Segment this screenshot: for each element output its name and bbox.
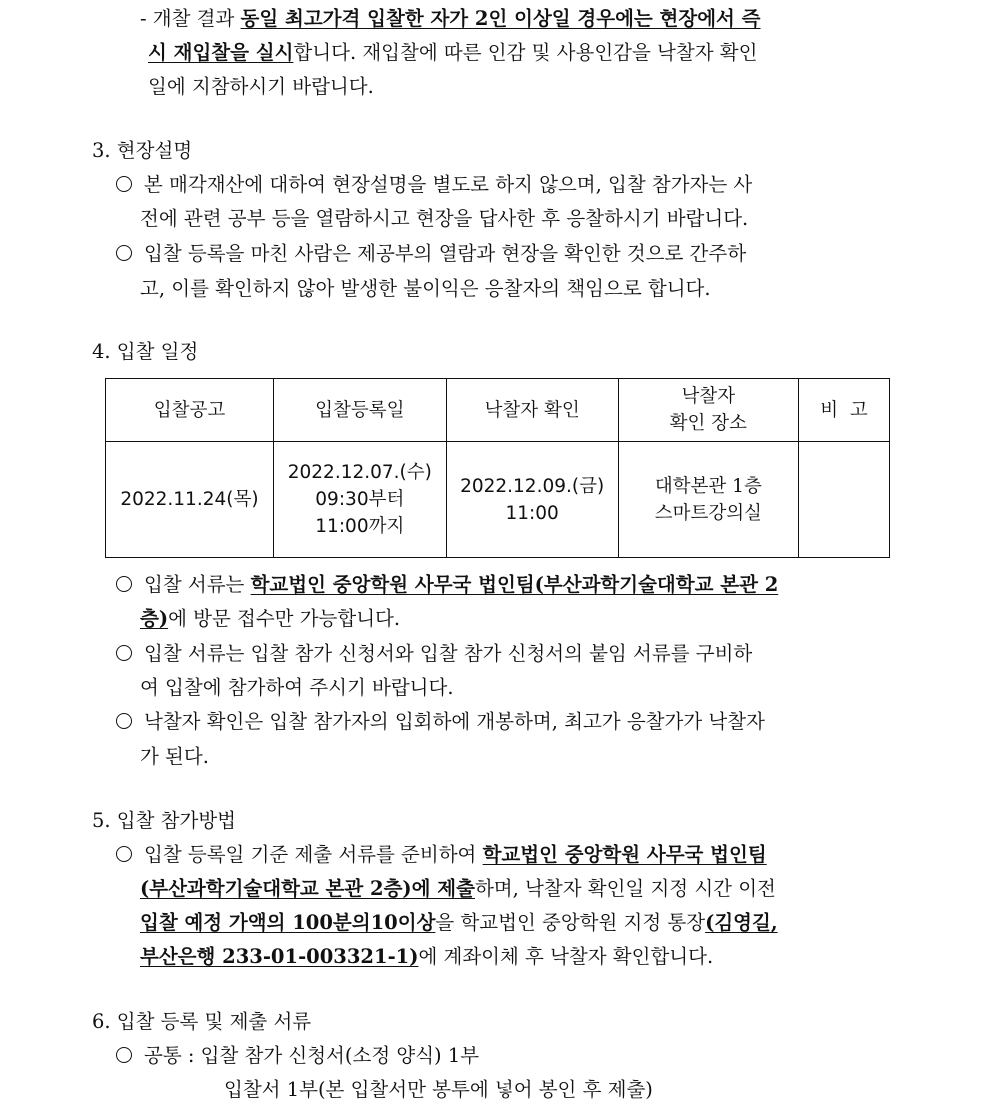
circle-bullet-icon: [116, 245, 132, 261]
sec4-bullet-1-line-2: 층)에 방문 접수만 가능합니다.: [140, 607, 401, 630]
intro-line-2: [148, 39, 757, 67]
sec4-bullet-2-line-2: 여 입찰에 참가하여 주시기 바랍니다.: [140, 676, 454, 699]
section-6-title: 6. 입찰 등록 및 제출 서류: [92, 1010, 312, 1033]
header-line: 확인 장소: [669, 413, 748, 434]
sec5-line-4: 부산은행 233-01-003321-1)에 계좌이체 후 낙찰자 확인합니다.: [140, 945, 714, 968]
sec6-line-1: 공통 : 입찰 참가 신청서(소정 양식) 1부: [116, 1042, 479, 1070]
confirm-date-cell: 2022.12.09.(금) 11:00: [446, 442, 618, 558]
confirm-place-cell: 대학본관 1층 스마트강의실: [618, 442, 799, 558]
schedule-table: [105, 378, 890, 558]
note-cell: [799, 442, 890, 558]
announce-date-cell: 2022.11.24(목): [106, 442, 274, 558]
circle-bullet-icon: [116, 176, 132, 192]
registration-date-cell: 2022.12.07.(수) 09:30부터 11:00까지: [273, 442, 446, 558]
sec3-bullet-2-line-1: 입찰 등록을 마친 사람은 제공부의 열람과 현장을 확인한 것으로 간주하: [116, 240, 746, 268]
intro-emphasis: 동일 최고가격 입찰한 자가 2인 이상일 경우에는 현장에서 즉: [240, 7, 761, 30]
section-3-title: 3. 현장설명: [92, 139, 193, 162]
section-5-title: 5. 입찰 참가방법: [92, 809, 237, 832]
header-cell: 입찰공고: [106, 379, 274, 442]
table-row: [106, 379, 890, 442]
sec4-bullet-3-line-2: 가 된다.: [140, 745, 209, 768]
circle-bullet-icon: [116, 713, 132, 729]
header-line: 낙찰자: [681, 386, 736, 407]
sec5-line-3: 입찰 예정 가액의 100분의10이상을 학교법인 중앙학원 지정 통장(김영길,: [140, 911, 778, 934]
table-row: [106, 442, 890, 558]
header-cell: [618, 379, 799, 442]
circle-bullet-icon: [116, 1047, 132, 1063]
intro-line-3: [148, 73, 374, 101]
sec3-bullet-1-line-1: 본 매각재산에 대하여 현장설명을 별도로 하지 않으며, 입찰 참가자는 사: [116, 171, 752, 199]
sec6-line-2: 입찰서 1부(본 입찰서만 봉투에 넣어 봉인 후 제출): [224, 1078, 653, 1101]
intro-text: 합니다. 재입찰에 따른 인감 및 사용인감을 낙찰자 확인: [293, 41, 758, 64]
sec3-bullet-1-line-2: 전에 관련 공부 등을 열람하시고 현장을 답사한 후 응찰하시기 바랍니다.: [140, 207, 749, 230]
circle-bullet-icon: [116, 576, 132, 592]
sec5-line-1: 입찰 등록일 기준 제출 서류를 준비하여 학교법인 중앙학원 사무국 법인팀: [116, 841, 767, 869]
header-cell: 비 고: [799, 379, 890, 442]
sec5-line-2: (부산과학기술대학교 본관 2층)에 제출하며, 낙찰자 확인일 지정 시간 이전: [140, 877, 776, 900]
circle-bullet-icon: [116, 846, 132, 862]
sec4-bullet-2-line-1: 입찰 서류는 입찰 참가 신청서와 입찰 참가 신청서의 붙임 서류를 구비하: [116, 640, 752, 668]
sec3-bullet-2-line-2: 고, 이를 확인하지 않아 발생한 불이익은 응찰자의 책임으로 합니다.: [140, 277, 711, 300]
intro-emphasis: 시 재입찰을 실시: [148, 41, 294, 64]
intro-line-1: [140, 5, 761, 33]
sec4-bullet-3-line-1: 낙찰자 확인은 입찰 참가자의 입회하에 개봉하며, 최고가 응찰가가 낙찰자: [116, 708, 765, 736]
header-cell: 입찰등록일: [273, 379, 446, 442]
intro-text: - 개찰 결과: [140, 7, 241, 30]
section-4-title: 4. 입찰 일정: [92, 340, 199, 363]
sec4-bullet-1-line-1: 입찰 서류는 학교법인 중앙학원 사무국 법인팀(부산과학기술대학교 본관 2: [116, 571, 778, 599]
header-cell: 낙찰자 확인: [446, 379, 618, 442]
circle-bullet-icon: [116, 645, 132, 661]
intro-text: 일에 지참하시기 바랍니다.: [148, 75, 374, 98]
